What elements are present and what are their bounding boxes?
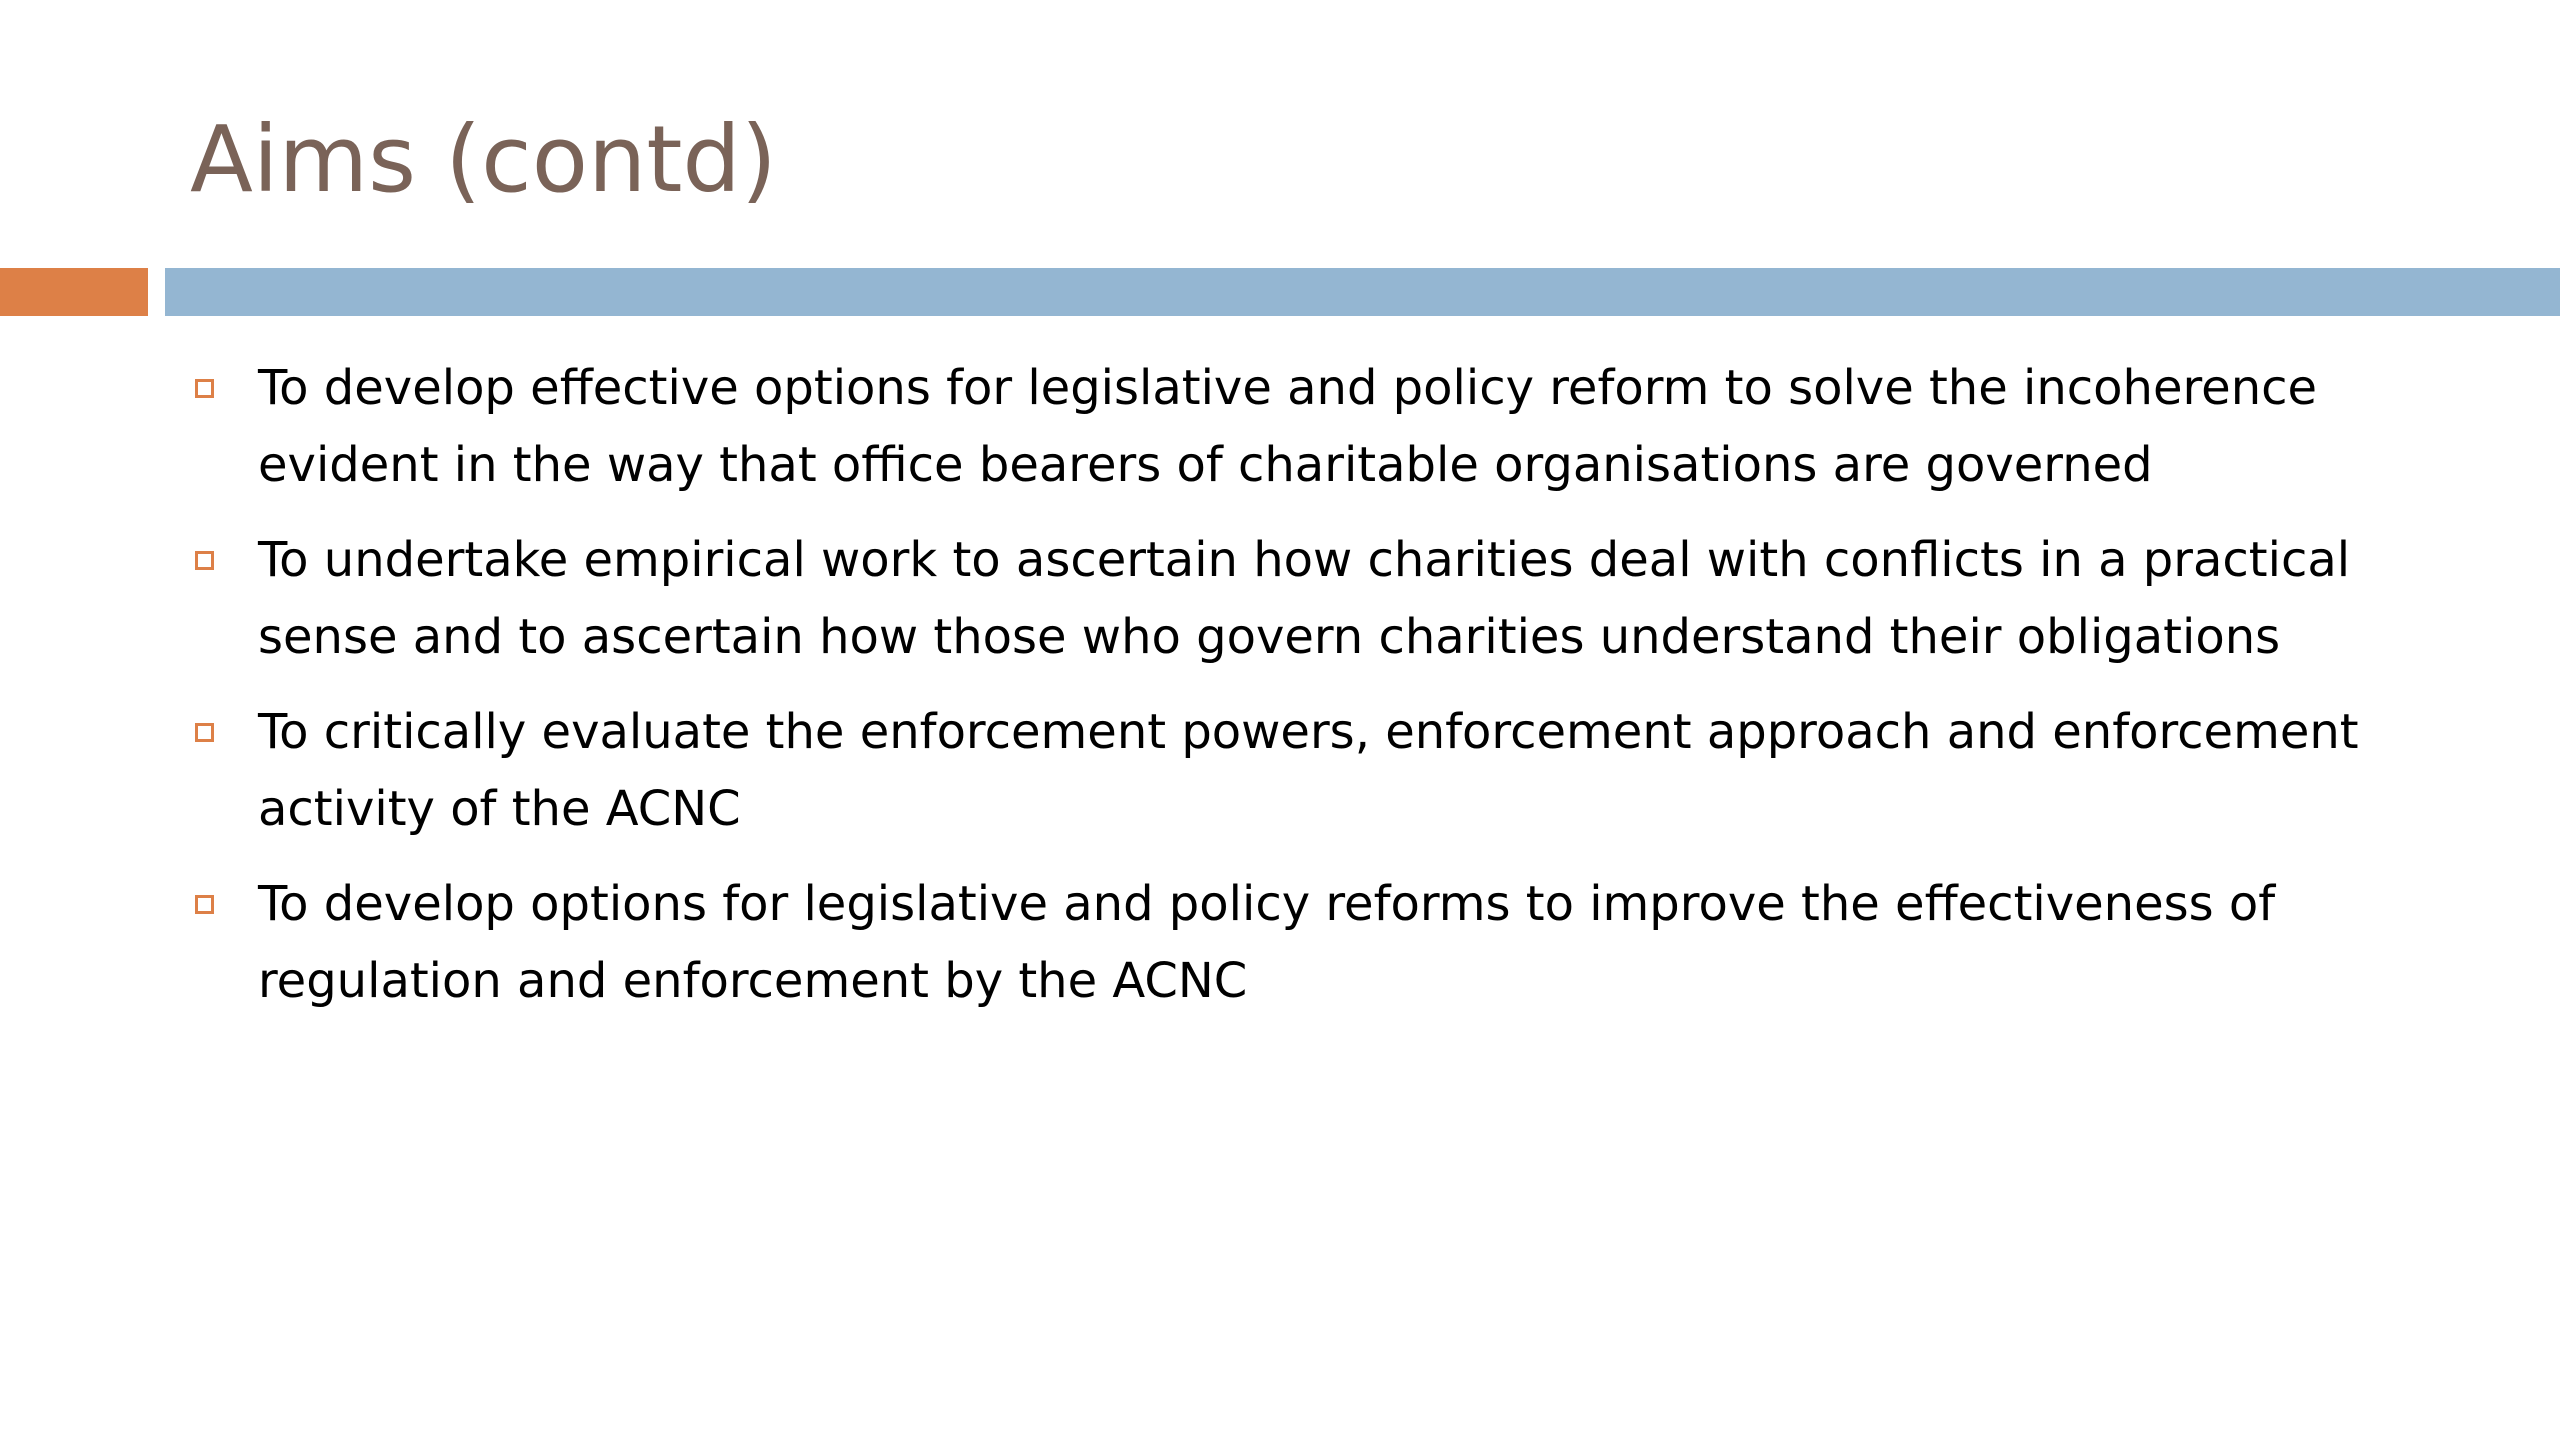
bullet-item (190, 350, 2460, 504)
title-accent-bar (0, 268, 148, 316)
bullet-text: To develop options for legislative and policy reforms to improve the effectiveness of regulation and enforcement by the ACNC (258, 876, 2276, 1009)
hollow-square-icon (195, 379, 214, 398)
bullet-item (190, 522, 2460, 676)
bullet-list (190, 350, 2460, 1038)
bullet-text: To critically evaluate the enforcement powers, enforcement approach and enforcement activity of the ACNC (258, 704, 2359, 837)
bullet-item (190, 866, 2460, 1020)
title-divider-bar (165, 268, 2560, 316)
bullet-text: To develop effective options for legislative and policy reform to solve the incoherence evident in the way that office bearers of charitable organisations are governed (258, 360, 2318, 493)
bullet-item (190, 694, 2460, 848)
bullet-text: To undertake empirical work to ascertain how charities deal with conflicts in a practical sense and to ascertain how those who govern charities understand their obligations (258, 532, 2351, 665)
hollow-square-icon (195, 723, 214, 742)
hollow-square-icon (195, 551, 214, 570)
hollow-square-icon (195, 895, 214, 914)
slide-title: Aims (contd) (190, 106, 777, 213)
